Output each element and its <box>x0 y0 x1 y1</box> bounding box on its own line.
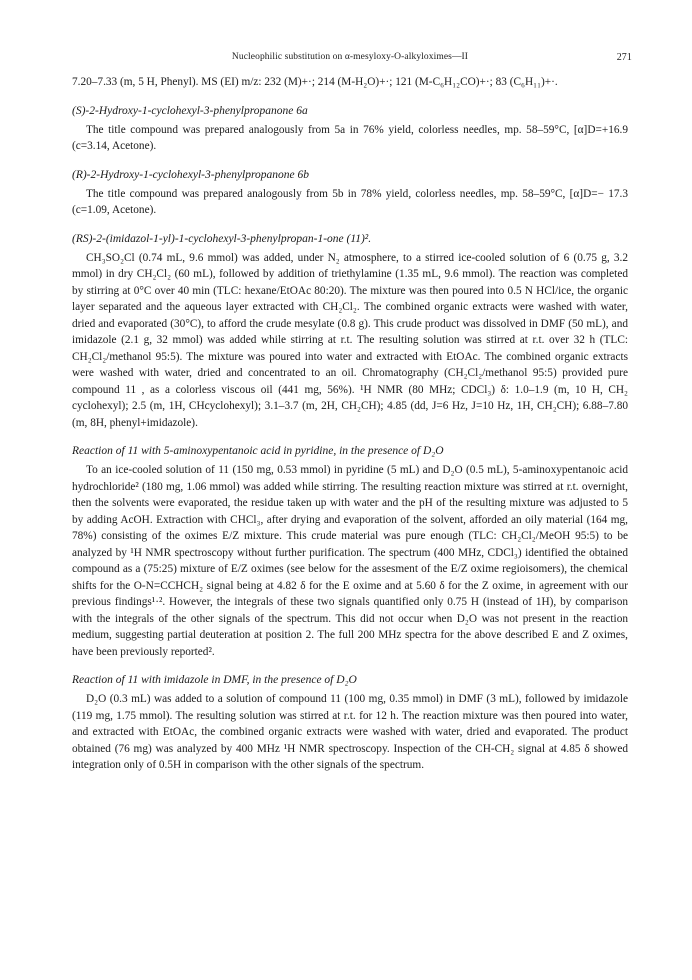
section-heading-6b: (R)-2-Hydroxy-1-cyclohexyl-3-phenylpropanone 6b <box>72 168 310 181</box>
running-title: Nucleophilic substitution on α-mesyloxy-O-alkyloximes—II <box>231 52 469 62</box>
paragraph-imidazole-reaction: D₂O (0.3 mL) was added to a solution of compound 11 (100 mg, 0.35 mmol) in DMF (3 mL), followed by imidazole (119 mg, 1.75 mmol). The resulting solution was stirred at r.t. for 12 h. The reaction mixture was then poured into water, and extracted with EtOAc, the combined organic extracts were washed with water, dried and evaporated. The product obtained (76 mg) was analyzed by 400 MHz ¹H NMR spectroscopy. Inspection of the CH-CH₂ signal at 4.85 δ showed integration only of 0.5H in comparison with the other signals of the spectrum. <box>72 693 628 771</box>
section-heading-6a: (S)-2-Hydroxy-1-cyclohexyl-3-phenylpropanone 6a <box>72 104 308 117</box>
page-number: 271 <box>616 52 632 63</box>
ms-data-continuation: 7.20–7.33 (m, 5 H, Phenyl). MS (EI) m/z: 232 (M)+·; 214 (M-H₂O)+·; 121 (M-C₆H₁₂CO)+·; 83 (C₆H₁₁)+·. <box>72 76 558 88</box>
paragraph-aminoxypentanoic-reaction: To an ice-cooled solution of 11 (150 mg, 0.53 mmol) in pyridine (5 mL) and D₂O (0.5 mL), 5-aminoxypentanoic acid hydrochloride² (180 mg, 1.06 mmol) was added while stirring. The resulting reaction mixture was stirred at r.t. overnight, then the solvents were evaporated, the residue taken up with water and the pH of the resulting mixture was adjusted to 5 by adding AcOH. Extraction with CHCl₃, after drying and evaporation of the solvent, afforded an oily material (164 mg, 78%) consisting of the oximes E/Z mixture. This crude material was pure enough (TLC: CH₂Cl₂/MeOH 95:5) to be analyzed by ¹H NMR spectroscopy without further purification. The spectrum (400 MHz, CDCl₃) identified the obtained compound as a (75:25) mixture of E/Z oximes (see below for the assesment of the E/Z oxime regioisomers), the chemical shifts for the O-N=CCHCH₂ signal being at 4.82 δ for the E oxime and at 5.60 δ for the Z oxime, in agreement with our previous findings¹·². However, the integrals of these two signals quantified only 0.75 H (instead of 1H), by comparison with the integrals of the other signals of the spectrum. This did not occur when D₂O was not present in the reaction medium, suggesting partial deuteration at position 2. The full 200 MHz spectra for the above described E and Z oximes, have been previously reported². <box>72 464 628 658</box>
running-head <box>72 52 632 70</box>
section-heading-imidazole-reaction: Reaction of 11 with imidazole in DMF, in the presence of D₂O <box>72 674 357 686</box>
paragraph-6a: The title compound was prepared analogously from 5a in 76% yield, colorless needles, mp. 58–59°C, [α]D=+16.9 (c=3.14, Acetone). <box>72 123 628 152</box>
section-heading-aminoxypentanoic-reaction: Reaction of 11 with 5-aminoxypentanoic acid in pyridine, in the presence of D₂O <box>72 445 444 457</box>
journal-page <box>72 52 632 774</box>
paragraph-6b: The title compound was prepared analogously from 5b in 78% yield, colorless needles, mp. 58–59°C, [α]D=− 17.3 (c=1.09, Acetone). <box>72 187 628 216</box>
paragraph-compound-11: CH₃SO₂Cl (0.74 mL, 9.6 mmol) was added, under N₂ atmosphere, to a stirred ice-cooled solution of 6 (0.75 g, 3.2 mmol) in dry CH₂Cl₂ (60 mL), followed by addition of triethylamine (1.35 mL, 9.6 mmol). The reaction was completed by stirring at 0°C over 40 min (TLC: hexane/EtOAc 80:20). The mixture was then poured into 0.5 N HCl/ice, the organic layer separated and the aqueous layer extracted with CH₂Cl₂. The combined organic extracts were washed with water, dried and evaporated (30°C), to afford the crude mesylate (0.8 g). This crude product was dissolved in DMF (50 mL), and imidazole (2.1 g, 32 mmol) was added while stirring at r.t. The resulting solution was stirred at r.t. over 32 h (TLC: CH₂Cl₂/methanol 95:5). The mixture was poured into water and extracted with EtOAc. The combined organic extracts were washed with water, dried and concentrated to an oil. Chromatography (CH₂Cl₂/methanol 95:5) provided pure compound 11 , as a colorless viscous oil (441 mg, 56%). ¹H NMR (80 MHz; CDCl₃) δ: 1.0–1.9 (m, 10 H, CH₂ cyclohexyl); 2.5 (m, 1H, CHcyclohexyl); 3.1–3.7 (m, 2H, CH₂CH); 4.85 (dd, J=6 Hz, J=10 Hz, 1H, CH₂CH); 6.88–7.80 (m, 8H, phenyl+imidazole). <box>72 251 628 429</box>
section-heading-compound-11: (RS)-2-(imidazol-1-yl)-1-cyclohexyl-3-phenylpropan-1-one (11)². <box>72 232 372 245</box>
